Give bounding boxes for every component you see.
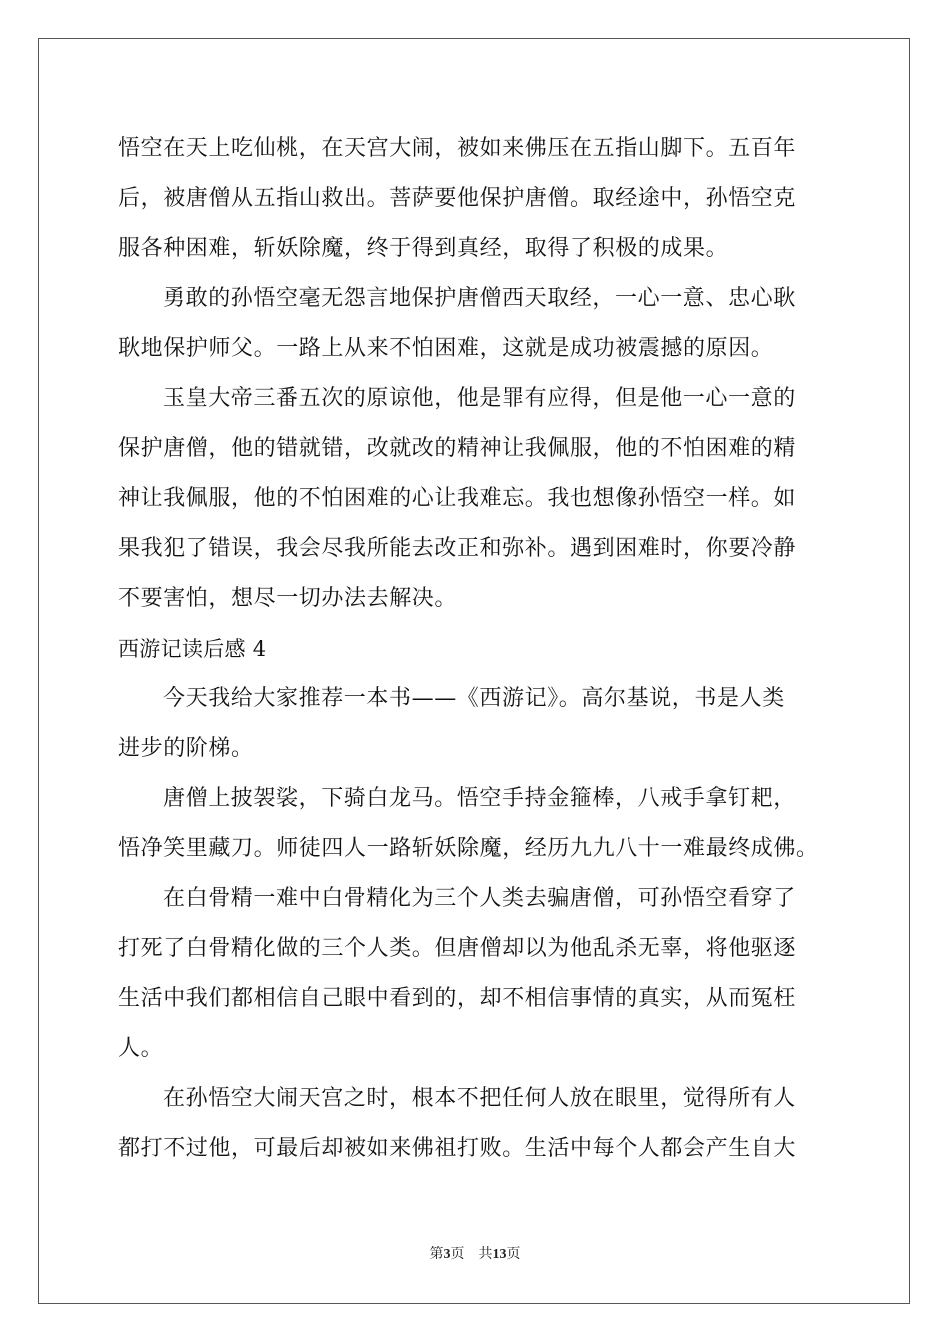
text-line: 悟净笑里藏刀。师徒四人一路斩妖除魔，经历九九八十一难最终成佛。: [118, 836, 819, 861]
text-line: 勇敢的孙悟空毫无怨言地保护唐僧西天取经，一心一意、忠心耿: [163, 286, 796, 311]
text-line: 打死了白骨精化做的三个人类。但唐僧却以为他乱杀无辜，将他驱逐: [118, 936, 797, 961]
text-line: 果我犯了错误，我会尽我所能去改正和弥补。遇到困难时，你要冷静: [118, 536, 797, 561]
total-pages-indicator: 共13页: [478, 1247, 521, 1262]
text-line: 在孙悟空大闹天宫之时，根本不把任何人放在眼里，觉得所有人: [163, 1086, 796, 1111]
text-line: 后，被唐僧从五指山救出。菩萨要他保护唐僧。取经途中，孙悟空克: [118, 186, 797, 211]
text-line: 保护唐僧，他的错就错，改就改的精神让我佩服，他的不怕困难的精: [118, 436, 797, 461]
document-body: [118, 124, 840, 1174]
text-line: 玉皇大帝三番五次的原谅他，他是罪有应得，但是他一心一意的: [163, 386, 796, 411]
text-line: 唐僧上披袈裟，下骑白龙马。悟空手持金箍棒，八戒手拿钉耙，: [163, 786, 796, 811]
text-line: 在白骨精一难中白骨精化为三个人类去骗唐僧，可孙悟空看穿了: [163, 886, 796, 911]
text-line: 都打不过他，可最后却被如来佛祖打败。生活中每个人都会产生自大: [118, 1136, 797, 1161]
text-line: 悟空在天上吃仙桃，在天宫大闹，被如来佛压在五指山脚下。五百年: [118, 136, 797, 161]
text-line: 人。: [118, 1036, 164, 1061]
text-line: 服各种困难，斩妖除魔，终于得到真经，取得了积极的成果。: [118, 236, 729, 261]
text-line: 神让我佩服，他的不怕困难的心让我难忘。我也想像孙悟空一样。如: [118, 486, 797, 511]
text-line: 进步的阶梯。: [118, 736, 254, 761]
section-heading: 西游记读后感 4: [118, 637, 267, 661]
text-line: 耿地保护师父。一路上从来不怕困难，这就是成功被震撼的原因。: [118, 336, 774, 361]
text-line: 生活中我们都相信自己眼中看到的，却不相信事情的真实，从而冤枉: [118, 986, 797, 1011]
page-footer: [0, 1243, 950, 1263]
text-line: 今天我给大家推荐一本书——《西游记》。高尔基说，书是人类: [163, 686, 785, 711]
current-page-indicator: 第3页: [429, 1247, 465, 1262]
text-line: 不要害怕，想尽一切办法去解决。: [118, 586, 458, 611]
